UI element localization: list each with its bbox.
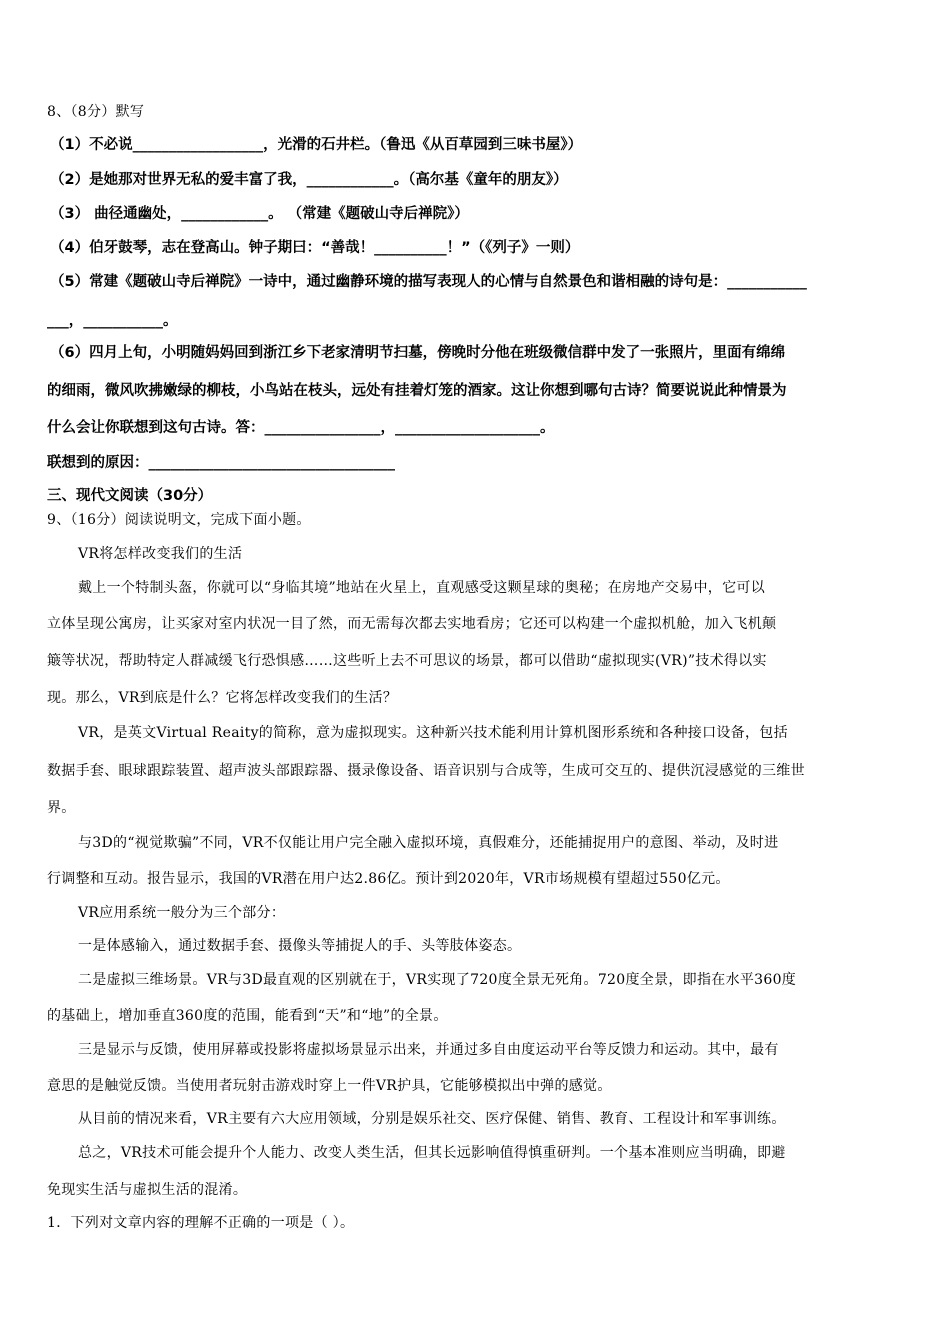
para-1-line-2: 立体呈现公寓房，让买家对室内状况一目了然，而无需每次都去实地看房；它还可以构建一个虚拟机舱，加入飞机颠 xyxy=(47,616,777,632)
para-1-line-1: 戴上一个特制头盔，你就可以“身临其境”地站在火星上，直观感受这颗星球的奥秘；在房地产交易中，它可以 xyxy=(78,580,766,596)
q8-item-6-line-2: 的细雨，微风吹拂嫩绿的柳枝，小鸟站在枝头，远处有挂着灯笼的酒家。这让你想到哪句古诗？简要说说此种情景为 xyxy=(47,383,787,399)
para-3-line-1: 与3D的“视觉欺骗”不同，VR不仅能让用户完全融入虚拟环境，真假难分，还能捕捉用户的意图、举动，及时进 xyxy=(78,835,779,851)
para-6-line-1: 二是虚拟三维场景。VR与3D最直观的区别就在于，VR实现了720度全景无死角。720度全景，即指在水平360度 xyxy=(78,972,797,988)
para-1-line-3: 簸等状况，帮助特定人群减缓飞行恐惧感……这些听上去不可思议的场景，都可以借助“虚拟现实(VR)”技术得以实 xyxy=(47,653,767,669)
para-5: 一是体感输入，通过数据手套、摄像头等捕捉人的手、头等肢体姿态。 xyxy=(78,938,522,954)
q8-item-5-line-1: （5）常建《题破山寺后禅院》一诗中，通过幽静环境的描写表现人的心情与自然景色和谐相融的诗句是：___________ xyxy=(50,274,807,290)
q8-item-4: （4）伯牙鼓琴，志在登高山。钟子期曰：“善哉！__________！”（《列子》一则） xyxy=(50,240,580,256)
article-title: VR将怎样改变我们的生活 xyxy=(78,546,243,562)
para-2-line-1: VR，是英文Virtual Reaity的简称，意为虚拟现实。这种新兴技术能利用计算机图形系统和各种接口设备，包括 xyxy=(78,725,788,741)
para-2-line-2: 数据手套、眼球跟踪装置、超声波头部跟踪器、摄录像设备、语音识别与合成等，生成可交互的、提供沉浸感觉的三维世 xyxy=(47,763,805,779)
q8-item-2: （2）是她那对世界无私的爱丰富了我，____________。（高尔基《童年的朋友》） xyxy=(50,172,568,188)
q8-item-6-line-3: 什么会让你联想到这句古诗。答：________________，____________________。 xyxy=(47,420,555,436)
para-7-line-2: 意思的是触觉反馈。当使用者玩射击游戏时穿上一件VR护具，它能够模拟出中弹的感觉。 xyxy=(47,1078,612,1094)
q8-item-5-line-2: ___，___________。 xyxy=(47,313,178,329)
q8-item-3: （3） 曲径通幽处，____________。 （常建《题破山寺后禅院》） xyxy=(50,206,469,222)
section-3-heading: 三、现代文阅读（30分） xyxy=(47,488,213,504)
para-4: VR应用系统一般分为三个部分： xyxy=(78,905,286,921)
para-2-line-3: 界。 xyxy=(47,800,76,816)
para-1-line-4: 现。那么，VR到底是什么？它将怎样改变我们的生活？ xyxy=(47,690,398,706)
para-3-line-2: 行调整和互动。报告显示，我国的VR潜在用户达2.86亿。预计到2020年，VR市场规模有望超过550亿元。 xyxy=(47,871,730,887)
q8-item-6-line-4: 联想到的原因：__________________________________ xyxy=(47,455,395,471)
q8-item-6-line-1: （6）四月上旬，小明随妈妈回到浙江乡下老家清明节扫墓，傍晚时分他在班级微信群中发了一张照片，里面有绵绵 xyxy=(50,345,786,361)
para-9-line-1: 总之，VR技术可能会提升个人能力、改变人类生活，但其长远影响值得慎重研判。一个基本准则应当明确，即避 xyxy=(78,1145,786,1161)
para-8: 从目前的情况来看，VR主要有六大应用领域，分别是娱乐社交、医疗保健、销售、教育、工程设计和军事训练。 xyxy=(78,1111,786,1127)
sub-question-1: 1．下列对文章内容的理解不正确的一项是（ ）。 xyxy=(47,1215,355,1231)
q8-item-1: （1）不必说__________________，光滑的石井栏。（鲁迅《从百草园到三味书屋》） xyxy=(50,137,583,153)
para-6-line-2: 的基础上，增加垂直360度的范围，能看到“天”和“地”的全景。 xyxy=(47,1008,448,1024)
question-9-heading: 9、（16分）阅读说明文，完成下面小题。 xyxy=(47,512,311,528)
question-8-heading: 8、（8分）默写 xyxy=(47,104,145,120)
para-7-line-1: 三是显示与反馈，使用屏幕或投影将虚拟场景显示出来，并通过多自由度运动平台等反馈力和运动。其中，最有 xyxy=(78,1042,779,1058)
para-9-line-2: 免现实生活与虚拟生活的混淆。 xyxy=(47,1182,248,1198)
